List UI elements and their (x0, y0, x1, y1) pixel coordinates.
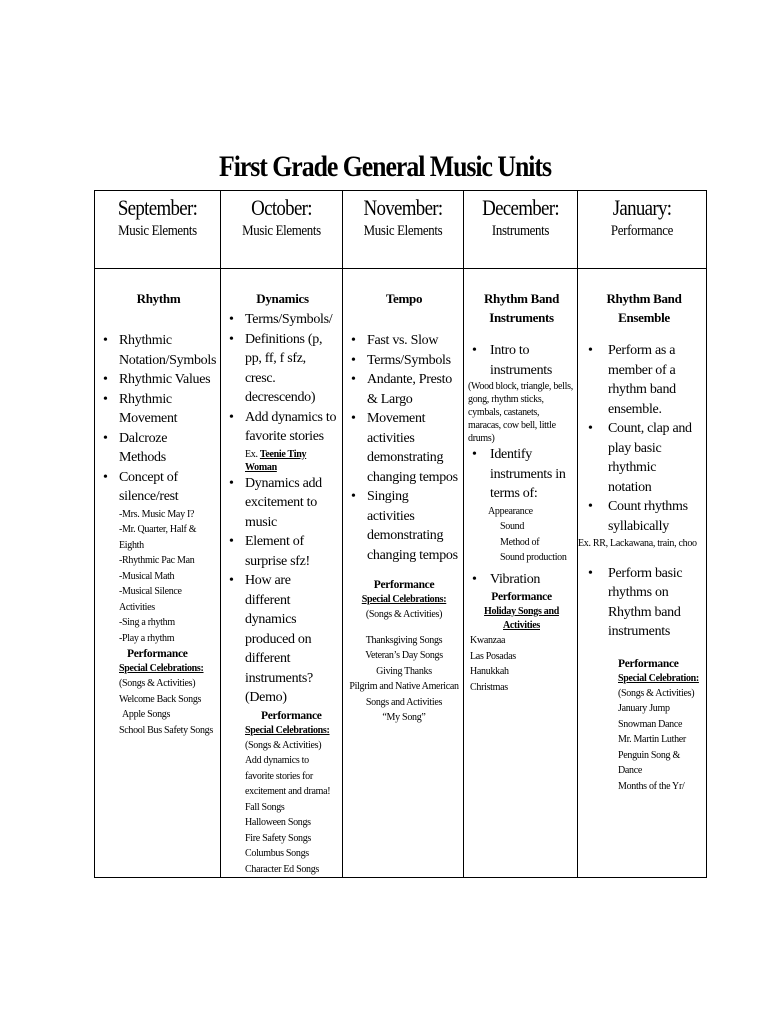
song-item: Fall Songs (245, 801, 285, 813)
song-item: Las Posadas (470, 650, 516, 662)
list-item: • Count, clap and play basic rhythmic notation (586, 419, 702, 497)
song-item: Kwanzaa (470, 635, 506, 646)
bullet-list (470, 445, 573, 504)
header-row (95, 191, 707, 269)
song-item: School Bus Safety Songs (119, 724, 213, 736)
performance-label: Performance (261, 709, 322, 722)
song-item: Columbus Songs (245, 848, 309, 859)
performance-label: Performance (618, 657, 679, 670)
month-label: October: (251, 195, 312, 220)
song-item: (Songs & Activities) (365, 609, 443, 620)
song-item: “My Song” (382, 712, 426, 723)
term-item: Sound (500, 521, 525, 532)
song-item: Apple Songs (122, 709, 171, 720)
song-item: (Songs & Activities) (119, 678, 196, 689)
unit-subtitle: Instruments (491, 223, 550, 239)
bullet-list (349, 331, 459, 565)
special-celebrations-label: Special Celebrations: (245, 724, 330, 736)
unit-subtitle: Music Elements (242, 223, 321, 239)
month-label: January: (612, 195, 672, 220)
list-item: • Fast vs. Slow (349, 331, 459, 351)
song-item: Snowman Dance (618, 718, 683, 730)
activity-item: -Play a rhythm (119, 632, 175, 644)
performance-label: Performance (491, 591, 552, 603)
list-item: • Andante, Presto & Largo (349, 370, 459, 409)
bullet-list (470, 341, 573, 380)
song-item: Hanukkah (470, 666, 509, 677)
list-item: • Count rhythms syllabically (586, 497, 702, 536)
song-item: Giving Thanks (376, 665, 432, 677)
list-item: • Movement activities demonstrating changing tempos (349, 409, 459, 487)
list-item (227, 408, 338, 474)
list-item: • How are different dynamics produced on different instruments? (Demo) (227, 571, 338, 708)
november-cell (343, 269, 464, 878)
term-item: Method of (500, 536, 540, 548)
list-item: • Dynamics add excitement to music (227, 474, 338, 533)
list-item: • Rhythmic Movement (101, 390, 216, 429)
song-item: Mr. Martin Luther (618, 734, 686, 745)
song-item: January Jump (618, 703, 670, 714)
activity-item: -Mrs. Music May I? (119, 508, 195, 520)
term-item: Appearance (488, 505, 533, 517)
month-label: December: (482, 195, 559, 220)
song-item: Veteran’s Day Songs (365, 650, 443, 661)
month-label: September: (117, 195, 198, 220)
bullet-list (227, 310, 338, 708)
instrument-examples: (Wood block, triangle, bells, gong, rhythm sticks, cymbals, castanets, maracas, cow bell, little drums) (468, 381, 573, 444)
header-january (578, 191, 707, 269)
list-item: • Singing activities demonstrating changing tempos (349, 487, 459, 565)
list-item: • Perform basic rhythms on Rhythm band instruments (586, 564, 702, 642)
activity-item: -Sing a rhythm (119, 617, 175, 628)
example-prefix: Ex. (245, 448, 258, 460)
list-item: • Rhythmic Notation/Symbols (101, 331, 216, 370)
special-celebrations-label: Special Celebrations: (119, 663, 204, 674)
list-item: • Element of surprise sfz! (227, 532, 338, 571)
unit-subtitle: Music Elements (363, 223, 443, 239)
activity-item: -Musical Silence Activities (119, 586, 182, 613)
header-december (464, 191, 578, 269)
bullet-list (470, 570, 573, 590)
unit-heading: Dynamics (256, 291, 309, 306)
unit-heading: Rhythm (136, 291, 181, 306)
song-item: Welcome Back Songs (119, 693, 202, 705)
unit-subtitle: Music Elements (118, 223, 197, 239)
header-september (95, 191, 221, 269)
song-item: (Songs & Activities) (245, 739, 322, 751)
list-item: • Vibration (470, 570, 573, 590)
list-item: • Definitions (p, pp, ff, f sfz, cresc. decrescendo) (227, 330, 338, 408)
content-row (95, 269, 707, 878)
list-item: • Concept of silence/rest (101, 468, 216, 507)
special-celebrations-label: Special Celebrations: (361, 594, 447, 605)
special-celebrations-label: Special Celebration: (618, 672, 699, 684)
song-item: Halloween Songs (245, 817, 311, 828)
unit-heading: Tempo (385, 291, 423, 306)
list-item-text: Add dynamics to favorite stories (245, 409, 337, 444)
page-title: First Grade General Music Units (218, 150, 552, 183)
list-item: • Perform as a member of a rhythm band ensemble. (586, 341, 702, 419)
month-label: November: (363, 195, 443, 220)
song-item: Fire Safety Songs (245, 832, 312, 844)
bullet-list (101, 331, 216, 507)
list-item: • Intro to instruments (470, 341, 573, 380)
unit-subtitle: Performance (610, 223, 674, 239)
song-item: (Songs & Activities) (618, 687, 695, 699)
december-cell (464, 269, 578, 878)
unit-heading: Rhythm Band Ensemble (606, 291, 682, 325)
activity-item: -Mr. Quarter, Half & Eighth (119, 524, 197, 551)
header-november (343, 191, 464, 269)
activity-item: -Rhythmic Pac Man (119, 555, 195, 566)
list-item: • Rhythmic Values (101, 370, 216, 390)
september-cell (95, 269, 221, 878)
list-item: • Identify instruments in terms of: (470, 445, 573, 504)
term-item: Sound production (500, 552, 567, 563)
units-table (94, 190, 707, 878)
october-cell (221, 269, 343, 878)
song-item: Pilgrim and Native American Songs and Activities (349, 681, 459, 708)
song-item: Christmas (470, 681, 508, 693)
song-item: Penguin Song & Dance (618, 749, 680, 776)
unit-heading: Rhythm Band Instruments (483, 291, 560, 325)
song-item: Thanksgiving Songs (365, 634, 443, 646)
january-cell (578, 269, 707, 878)
bullet-list (586, 564, 702, 642)
bullet-list (586, 341, 702, 536)
performance-label: Performance (373, 579, 435, 591)
holiday-label: Holiday Songs and Activities (484, 606, 559, 631)
song-item: Character Ed Songs (245, 863, 320, 875)
list-item: • Terms/Symbols/ (227, 310, 338, 330)
header-october (221, 191, 343, 269)
list-item: • Terms/Symbols (349, 351, 459, 371)
story-title: Teenie Tiny Woman (245, 448, 307, 473)
activity-item: -Musical Math (119, 570, 175, 582)
song-item: Add dynamics to favorite stories for excitement and drama! (245, 755, 331, 797)
example-text: Ex. RR, Lackawana, train, choo (578, 538, 697, 549)
song-item: Months of the Yr/ (618, 780, 685, 792)
performance-label: Performance (127, 648, 188, 660)
list-item: • Dalcroze Methods (101, 429, 216, 468)
